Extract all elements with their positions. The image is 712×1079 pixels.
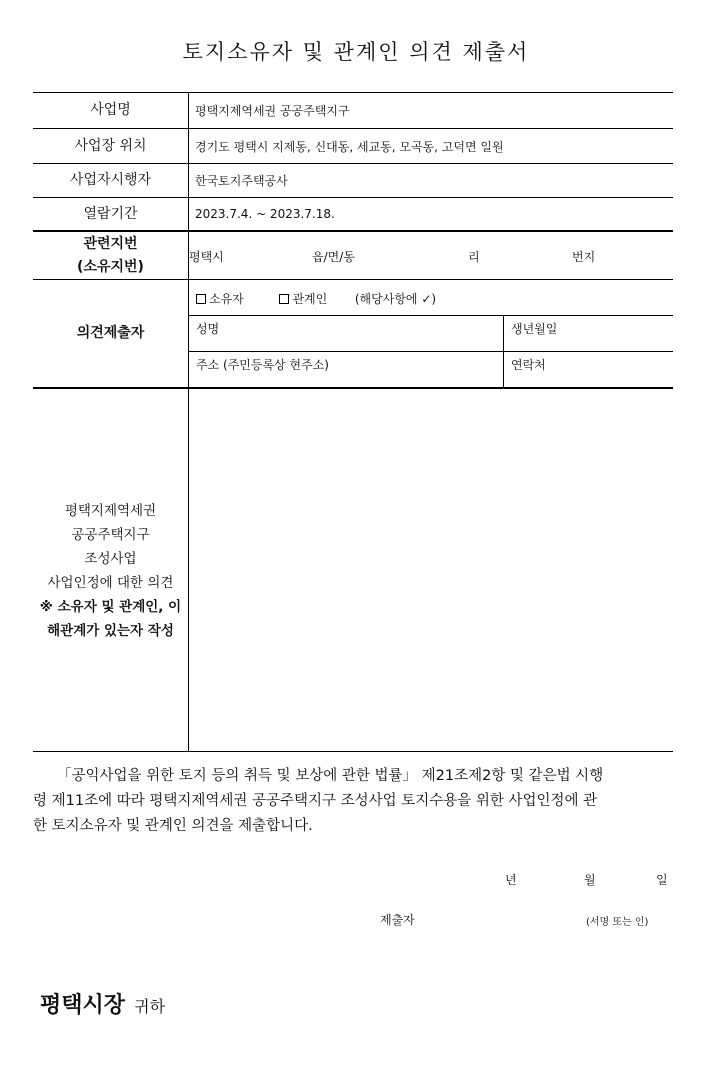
- opinion-textarea[interactable]: [190, 391, 671, 749]
- period-label: 열람기간: [33, 198, 189, 230]
- owner-label: 소유자: [209, 292, 244, 306]
- submitter-divider-1: [189, 315, 673, 316]
- parcel-city: 평택시: [189, 250, 224, 264]
- row-period: [33, 198, 673, 232]
- submitter-divider-2: [189, 351, 673, 352]
- date-month[interactable]: 월: [584, 873, 596, 887]
- addressee-suffix: 귀하: [134, 997, 166, 1016]
- operator-label: 사업자시행자: [33, 164, 189, 197]
- document-title: 토지소유자 및 관계인 의견 제출서: [182, 40, 530, 64]
- business-name-value: 평택지제역세권 공공주택지구: [195, 104, 350, 118]
- period-value: 2023.7.4. ~ 2023.7.18.: [195, 207, 335, 221]
- row-location: [33, 129, 673, 164]
- parcel-town: 읍/면/동: [312, 250, 355, 264]
- row-parcel: [33, 232, 673, 280]
- parcel-label: [33, 232, 189, 279]
- business-name-label: 사업명: [33, 93, 189, 128]
- location-label: 사업장 위치: [33, 129, 189, 163]
- row-submitter: [33, 280, 673, 389]
- opinion-label-line2: 공공주택지구: [71, 527, 150, 543]
- location-value: 경기도 평택시 지제동, 신대동, 세교동, 모곡동, 고덕면 일원: [195, 139, 504, 154]
- submitter-col-divider: [503, 316, 504, 387]
- opinion-col-divider: [188, 389, 189, 751]
- row-opinion: [33, 389, 673, 752]
- addressee-name: 평택시장: [40, 992, 126, 1018]
- statement-line1: 「공익사업을 위한 토지 등의 취득 및 보상에 관한 법률」 제21조제2항 및 같은법 시행: [57, 768, 604, 784]
- signature-hint[interactable]: (서명 또는 인): [586, 917, 649, 928]
- parcel-label-line2: (소유지번): [77, 258, 144, 275]
- date-day[interactable]: 일: [656, 873, 668, 887]
- addressee: [40, 988, 165, 1019]
- submitter-label: 의견제출자: [33, 280, 189, 387]
- operator-value: 한국토지주택공사: [195, 174, 288, 188]
- address-field[interactable]: 주소 (주민등록상 현주소): [196, 358, 329, 372]
- opinion-label: [33, 499, 188, 643]
- contact-field[interactable]: 연락처: [511, 358, 546, 372]
- statement-paragraph: [33, 764, 673, 839]
- checkbox-note: (해당사항에 ✓): [354, 292, 437, 306]
- parcel-beonji: 번지: [572, 250, 596, 264]
- opinion-label-line6: 해관계가 있는자 작성: [47, 623, 174, 639]
- row-operator: [33, 164, 673, 198]
- parcel-label-line1: 관련지번: [83, 236, 138, 253]
- opinion-label-line1: 평택지제역세권: [64, 503, 157, 519]
- parcel-ri: 리: [468, 250, 480, 264]
- related-checkbox[interactable]: [279, 294, 289, 304]
- opinion-label-line4: 사업인정에 대한 의견: [47, 575, 174, 591]
- row-business-name: [33, 93, 673, 129]
- owner-checkbox[interactable]: [196, 294, 206, 304]
- opinion-form: [33, 92, 673, 639]
- submitter-checkboxes: [196, 290, 436, 307]
- statement-line2: 령 제11조에 따라 평택지제역세권 공공주택지구 조성사업 토지수용을 위한 사업인정에 관: [33, 793, 598, 809]
- birth-field[interactable]: 생년월일: [511, 322, 558, 336]
- name-field[interactable]: 성명: [196, 322, 220, 336]
- related-label: 관계인: [292, 292, 328, 306]
- opinion-label-line5: ※ 소유자 및 관계인, 이: [39, 599, 182, 615]
- statement-line3: 한 토지소유자 및 관계인 의견을 제출합니다.: [33, 818, 313, 834]
- opinion-label-line3: 조성사업: [84, 551, 137, 567]
- signature-label: 제출자: [380, 913, 415, 927]
- date-year[interactable]: 년: [505, 873, 517, 887]
